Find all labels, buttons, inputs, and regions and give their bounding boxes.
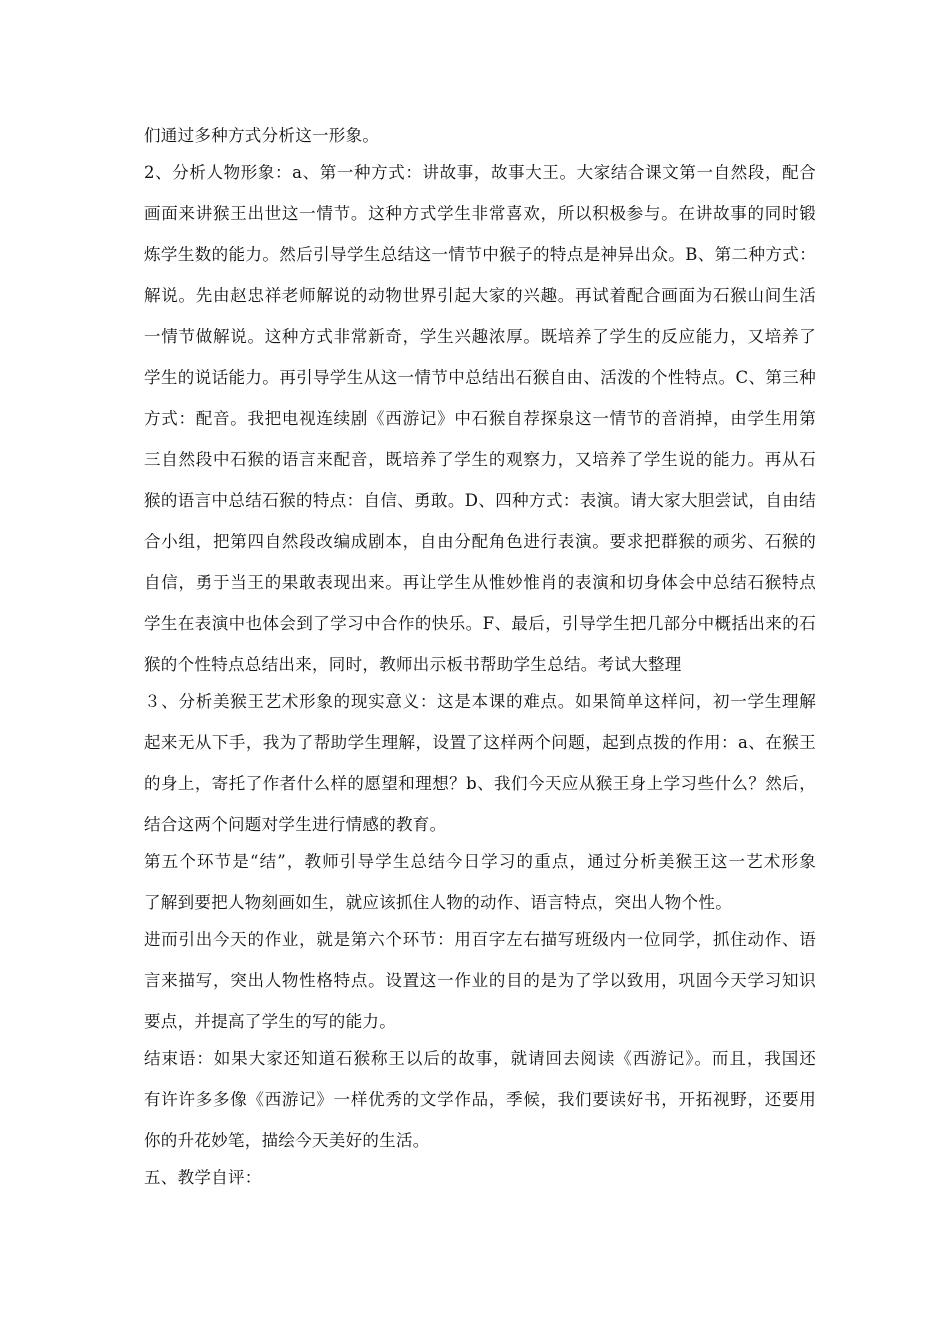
text-line: 2、分析人物形象：a、第一种方式：讲故事，故事大王。大家结合课文第一自然段，配合 [144,163,816,182]
text-line: 结束语：如果大家还知道石猴称王以后的故事，就请回去阅读《西游记》。而且，我国还 [144,1049,816,1068]
text-line: 进而引出今天的作业，就是第六个环节：用百字左右描写班级内一位同学，抓住动作、语 [144,930,816,949]
text-line: 解说。先由赵忠祥老师解说的动物世界引起大家的兴趣。再试着配合画面为石猴山间生活 [144,286,816,305]
text-line: 自信，勇于当王的果敢表现出来。再让学生从惟妙惟肖的表演和切身体会中总结石猴特点 [144,573,816,592]
text-line: 方式：配音。我把电视连续剧《西游记》中石猴自荐探泉这一情节的音消掉，由学生用第 [144,409,816,428]
text-line: ３、分析美猴王艺术形象的现实意义：这是本课的难点。如果简单这样问，初一学生理解 [144,692,816,711]
text-line: 们通过多种方式分析这一形象。 [144,126,380,145]
text-line: 你的升花妙笔，描绘今天美好的生活。 [144,1131,430,1150]
text-line: 的身上，寄托了作者什么样的愿望和理想？b、我们今天应从猴王身上学习些什么？然后， [144,774,816,793]
text-line: 要点，并提高了学生的写的能力。 [144,1012,396,1031]
text-line: 猴的个性特点总结出来，同时，教师出示板书帮助学生总结。考试大整理 [144,655,682,674]
text-line: 起来无从下手，我为了帮助学生理解，设置了这样两个问题，起到点拨的作用：a、在猴王 [144,733,816,752]
text-line: 炼学生数的能力。然后引导学生总结这一情节中猴子的特点是神异出众。B、第二种方式： [144,245,816,264]
text-line: 言来描写，突出人物性格特点。设置这一作业的目的是为了学以致用，巩固今天学习知识 [144,971,816,990]
text-line: 猴的语言中总结石猴的特点：自信、勇敢。D、四种方式：表演。请大家大胆尝试，自由结 [144,491,816,510]
text-line: 有许许多多像《西游记》一样优秀的文学作品，季候，我们要读好书，开拓视野，还要用 [144,1090,816,1109]
text-line: 学生在表演中也体会到了学习中合作的快乐。F、最后，引导学生把几部分中概括出来的石 [144,614,816,633]
text-line: 结合这两个问题对学生进行情感的教育。 [144,815,447,834]
text-line: 三自然段中石猴的语言来配音，既培养了学生的观察力，又培养了学生说的能力。再从石 [144,450,816,469]
text-line: 了解到要把人物刻画如生，就应该抓住人物的动作、语言特点，突出人物个性。 [144,893,732,912]
section-heading: 五、教学自评： [144,1168,262,1187]
text-line: 画面来讲猴王出世这一情节。这种方式学生非常喜欢，所以积极参与。在讲故事的同时锻 [144,204,816,223]
text-line: 学生的说话能力。再引导学生从这一情节中总结出石猴自由、活泼的个性特点。C、第三种 [144,368,816,387]
text-line: 一情节做解说。这种方式非常新奇，学生兴趣浓厚。既培养了学生的反应能力，又培养了 [144,327,816,346]
text-line: 合小组，把第四自然段改编成剧本，自由分配角色进行表演。要求把群猴的顽劣、石猴的 [144,532,816,551]
text-line: 第五个环节是“结”，教师引导学生总结今日学习的重点，通过分析美猴王这一艺术形象 [144,852,816,871]
